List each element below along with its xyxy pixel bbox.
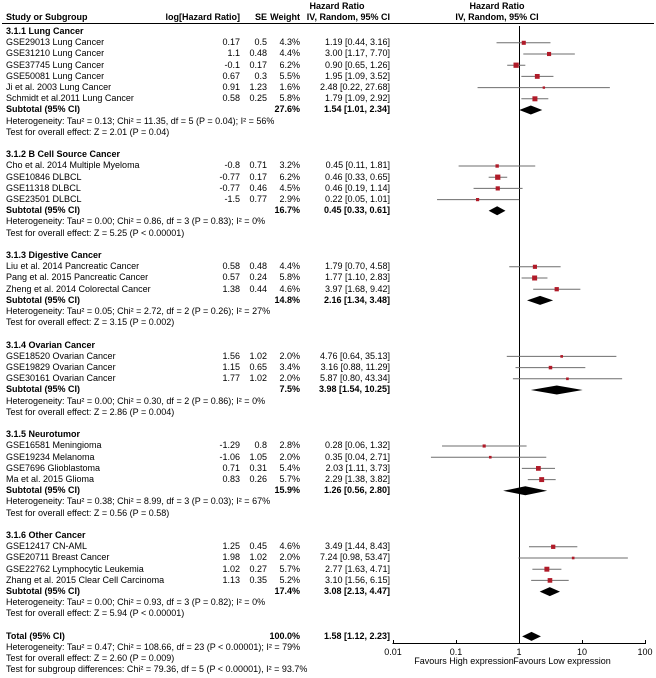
subtotal-label: Subtotal (95% CI) xyxy=(6,294,81,305)
effect-marker xyxy=(513,63,518,68)
weight-value: 27.6% xyxy=(274,104,300,115)
subtotal-label: Subtotal (95% CI) xyxy=(6,205,81,216)
log-hr-value: 1.15 xyxy=(222,362,240,372)
ci-value: 3.49 [1.44, 8.43] xyxy=(324,541,390,552)
study-label: Zhang et al. 2015 Clear Cell Carcinoma xyxy=(6,574,165,585)
se-value: 0.17 xyxy=(249,59,267,70)
weight-value: 4.6% xyxy=(279,541,300,552)
axis-tick-label: 1 xyxy=(516,647,522,657)
subtotal-diamond xyxy=(531,386,583,395)
col-header-ci: IV, Random, 95% CI xyxy=(306,12,390,22)
effect-marker xyxy=(532,96,537,101)
se-value: 0.5 xyxy=(254,37,267,48)
note-label: Test for overall effect: Z = 2.86 (P = 0.004) xyxy=(6,406,175,417)
study-label: GSE30161 Ovarian Cancer xyxy=(6,373,116,384)
study-label: Pang et al. 2015 Pancreatic Cancer xyxy=(6,272,149,283)
se-value: 0.27 xyxy=(249,563,267,574)
weight-value: 100.0% xyxy=(269,630,300,641)
subtotal-diamond xyxy=(540,587,560,596)
favours-right-label: Favours Low expression xyxy=(513,656,611,666)
effect-marker xyxy=(522,41,526,45)
study-label: GSE18520 Ovarian Cancer xyxy=(6,350,116,361)
favours-left-label: Favours High expression xyxy=(414,656,514,666)
effect-marker xyxy=(544,567,549,572)
weight-value: 4.4% xyxy=(279,261,300,272)
ci-value: 1.19 [0.44, 3.16] xyxy=(324,37,390,48)
se-value: 0.65 xyxy=(249,362,267,372)
study-label: GSE12417 CN-AML xyxy=(6,541,88,552)
section-label: 3.1.2 B Cell Source Cancer xyxy=(6,149,121,160)
study-label: Schmidt et al.2011 Lung Cancer xyxy=(6,93,134,104)
ci-value: 5.87 [0.80, 43.34] xyxy=(319,373,390,384)
study-label: Ma et al. 2015 Glioma xyxy=(6,474,95,484)
se-value: 0.26 xyxy=(249,474,267,484)
log-hr-value: 1.98 xyxy=(222,552,240,563)
effect-marker xyxy=(566,377,569,380)
se-value: 1.23 xyxy=(249,82,267,92)
log-hr-value: -0.77 xyxy=(219,171,240,182)
note-label: Heterogeneity: Tau² = 0.00; Chi² = 0.30, df = 2 (P = 0.86); I² = 0% xyxy=(6,395,266,406)
log-hr-value: 1.25 xyxy=(222,541,240,552)
weight-value: 2.0% xyxy=(279,552,300,563)
ci-value: 0.46 [0.19, 1.14] xyxy=(324,182,390,193)
log-hr-value: -0.77 xyxy=(219,182,240,193)
weight-value: 2.0% xyxy=(279,451,300,462)
log-hr-value: -0.8 xyxy=(224,160,240,171)
ci-value: 7.24 [0.98, 53.47] xyxy=(319,552,390,563)
effect-marker xyxy=(547,52,551,56)
ci-value: 0.28 [0.06, 1.32] xyxy=(324,440,390,451)
axis-tick-label: 100 xyxy=(637,647,653,657)
subtotal-label: Subtotal (95% CI) xyxy=(6,586,81,596)
log-hr-value: 0.83 xyxy=(222,474,240,484)
ci-value: 3.10 [1.56, 6.15] xyxy=(324,574,390,585)
weight-value: 5.5% xyxy=(279,70,300,81)
ci-value: 3.16 [0.88, 11.29] xyxy=(320,362,390,372)
effect-marker xyxy=(543,86,545,88)
subtotal-diamond xyxy=(527,296,553,305)
weight-value: 5.8% xyxy=(279,272,300,283)
weight-value: 7.5% xyxy=(279,384,300,395)
study-label: Ji et al. 2003 Lung Cancer xyxy=(6,82,112,92)
note-label: Heterogeneity: Tau² = 0.05; Chi² = 2.72, df = 2 (P = 0.26); I² = 27% xyxy=(6,306,271,316)
weight-value: 2.9% xyxy=(279,194,300,204)
log-hr-value: -1.29 xyxy=(219,440,240,451)
note-label: Heterogeneity: Tau² = 0.47; Chi² = 108.66, df = 23 (P < 0.00001); I² = 79% xyxy=(6,642,301,652)
total-diamond xyxy=(522,632,541,641)
study-label: GSE23501 DLBCL xyxy=(6,194,82,204)
ci-value: 1.26 [0.56, 2.80] xyxy=(323,485,390,496)
ci-value: 0.35 [0.04, 2.71] xyxy=(324,451,390,462)
note-label: Test for overall effect: Z = 0.56 (P = 0.58) xyxy=(6,507,170,518)
effect-marker xyxy=(551,545,555,549)
col-header-ci-plot: IV, Random, 95% CI xyxy=(455,12,539,22)
subtotal-diamond xyxy=(503,486,547,495)
ci-value: 2.03 [1.11, 3.73] xyxy=(325,462,390,473)
study-label: GSE19234 Melanoma xyxy=(6,451,95,462)
note-label: Test for overall effect: Z = 2.60 (P = 0.009) xyxy=(6,653,175,664)
log-hr-value: 1.13 xyxy=(222,574,240,585)
ci-value: 0.46 [0.33, 0.65] xyxy=(324,171,390,182)
effect-marker xyxy=(548,578,553,583)
note-label: Test for subgroup differences: Chi² = 79.36, df = 5 (P < 0.00001), I² = 93.7% xyxy=(6,664,308,675)
se-value: 0.35 xyxy=(249,574,267,585)
effect-marker xyxy=(533,265,537,269)
ci-value: 1.95 [1.09, 3.52] xyxy=(324,70,390,81)
study-label: GSE22762 Lymphocytic Leukemia xyxy=(6,563,144,574)
note-label: Heterogeneity: Tau² = 0.13; Chi² = 11.35, df = 5 (P = 0.04); I² = 56% xyxy=(6,115,275,126)
weight-value: 4.5% xyxy=(279,182,300,193)
col-header-study: Study or Subgroup xyxy=(6,12,88,22)
section-label: 3.1.5 Neurotumor xyxy=(6,429,81,440)
se-value: 0.25 xyxy=(249,93,267,104)
ci-value: 3.98 [1.54, 10.25] xyxy=(318,384,390,395)
section-label: 3.1.3 Digestive Cancer xyxy=(6,250,102,260)
effect-marker xyxy=(560,355,563,358)
weight-value: 17.4% xyxy=(274,586,300,596)
effect-marker xyxy=(496,186,500,190)
ci-value: 0.90 [0.65, 1.26] xyxy=(324,59,390,70)
effect-marker xyxy=(555,287,559,291)
weight-value: 4.4% xyxy=(279,48,300,59)
subtotal-label: Subtotal (95% CI) xyxy=(6,384,81,395)
log-hr-value: 1.38 xyxy=(222,283,240,294)
note-label: Heterogeneity: Tau² = 0.00; Chi² = 0.86, df = 3 (P = 0.83); I² = 0% xyxy=(6,216,266,227)
note-label: Test for overall effect: Z = 2.01 (P = 0.04) xyxy=(6,126,170,137)
se-value: 1.02 xyxy=(249,373,267,384)
effect-marker xyxy=(535,74,540,79)
se-value: 0.45 xyxy=(249,541,267,552)
subtotal-label: Subtotal (95% CI) xyxy=(6,104,81,115)
axis-tick-label: 0.1 xyxy=(449,647,463,657)
weight-value: 5.4% xyxy=(279,462,300,473)
weight-value: 6.2% xyxy=(279,171,300,182)
ci-value: 3.97 [1.68, 9.42] xyxy=(324,283,390,294)
note-label: Heterogeneity: Tau² = 0.38; Chi² = 8.99, df = 3 (P = 0.03); I² = 67% xyxy=(6,496,271,507)
weight-value: 1.6% xyxy=(279,82,300,92)
effect-marker xyxy=(483,444,486,447)
study-label: Cho et al. 2014 Multiple Myeloma xyxy=(6,160,140,171)
log-hr-value: 1.77 xyxy=(222,373,240,384)
se-value: 0.48 xyxy=(249,48,267,59)
subtotal-diamond xyxy=(489,206,506,215)
weight-value: 5.7% xyxy=(279,563,300,574)
se-value: 1.05 xyxy=(249,451,267,462)
weight-value: 4.3% xyxy=(279,37,300,48)
ci-value: 2.29 [1.38, 3.82] xyxy=(324,474,390,484)
axis-tick-label: 0.01 xyxy=(384,647,402,657)
se-value: 0.31 xyxy=(249,462,267,473)
se-value: 0.46 xyxy=(249,182,267,193)
note-label: Test for overall effect: Z = 5.25 (P < 0.00001) xyxy=(6,227,185,238)
study-label: GSE50081 Lung Cancer xyxy=(6,70,105,81)
ci-value: 1.54 [1.01, 2.34] xyxy=(323,104,390,115)
ci-value: 4.76 [0.64, 35.13] xyxy=(319,350,390,361)
se-value: 1.02 xyxy=(249,350,267,361)
ci-value: 3.08 [2.13, 4.47] xyxy=(323,586,390,596)
ci-value: 2.16 [1.34, 3.48] xyxy=(323,294,390,305)
effect-marker xyxy=(489,456,492,459)
col-header-log-hr: log[Hazard Ratio] xyxy=(165,12,240,22)
effect-marker xyxy=(495,175,500,180)
study-label: GSE37745 Lung Cancer xyxy=(6,59,105,70)
study-label: GSE29013 Lung Cancer xyxy=(6,37,105,48)
se-value: 0.48 xyxy=(249,261,267,272)
log-hr-value: 1.56 xyxy=(222,350,240,361)
note-label: Test for overall effect: Z = 3.15 (P = 0.002) xyxy=(6,317,175,328)
se-value: 0.24 xyxy=(249,272,267,283)
study-label: Zheng et al. 2014 Colorectal Cancer xyxy=(6,283,151,294)
log-hr-value: 0.58 xyxy=(222,261,240,272)
ci-value: 2.77 [1.63, 4.71] xyxy=(324,563,390,574)
weight-value: 14.8% xyxy=(274,294,300,305)
effect-marker xyxy=(536,466,541,471)
subtotal-label: Subtotal (95% CI) xyxy=(6,485,81,496)
left-hazard-ratio-header: Hazard Ratio xyxy=(309,1,365,11)
study-label: GSE7696 Glioblastoma xyxy=(6,462,101,473)
section-label: 3.1.1 Lung Cancer xyxy=(6,26,84,36)
weight-value: 3.2% xyxy=(279,160,300,171)
effect-marker xyxy=(572,557,575,560)
study-label: GSE19829 Ovarian Cancer xyxy=(6,362,116,372)
ci-value: 1.77 [1.10, 2.83] xyxy=(324,272,390,283)
se-value: 0.77 xyxy=(249,194,267,204)
se-value: 0.17 xyxy=(249,171,267,182)
axis-tick-label: 10 xyxy=(576,647,588,657)
study-label: Liu et al. 2014 Pancreatic Cancer xyxy=(6,261,140,272)
weight-value: 5.7% xyxy=(279,474,300,484)
log-hr-value: 0.58 xyxy=(222,93,240,104)
col-header-weight: Weight xyxy=(270,12,300,22)
weight-value: 5.8% xyxy=(279,93,300,104)
ci-value: 0.45 [0.33, 0.61] xyxy=(323,205,390,216)
weight-value: 16.7% xyxy=(274,205,300,216)
log-hr-value: 0.71 xyxy=(222,462,240,473)
subtotal-diamond xyxy=(519,106,542,115)
col-header-se: SE xyxy=(254,12,267,22)
se-value: 0.71 xyxy=(249,160,267,171)
log-hr-value: 0.91 xyxy=(222,82,240,92)
study-label: GSE16581 Meningioma xyxy=(6,440,102,451)
effect-marker xyxy=(495,164,498,167)
weight-value: 2.0% xyxy=(279,373,300,384)
note-label: Heterogeneity: Tau² = 0.00; Chi² = 0.93, df = 3 (P = 0.82); I² = 0% xyxy=(6,597,266,608)
log-hr-value: 1.02 xyxy=(222,563,240,574)
ci-value: 2.48 [0.22, 27.68] xyxy=(319,82,390,92)
effect-marker xyxy=(539,477,544,482)
ci-value: 1.58 [1.12, 2.23] xyxy=(323,630,390,641)
study-label: GSE10846 DLBCL xyxy=(6,171,82,182)
weight-value: 4.6% xyxy=(279,283,300,294)
se-value: 1.02 xyxy=(249,552,267,563)
log-hr-value: -1.06 xyxy=(219,451,240,462)
weight-value: 15.9% xyxy=(274,485,300,496)
effect-marker xyxy=(549,366,553,370)
weight-value: 2.8% xyxy=(279,440,300,451)
section-label: 3.1.4 Ovarian Cancer xyxy=(6,339,96,350)
ci-value: 1.79 [1.09, 2.92] xyxy=(324,93,390,104)
effect-marker xyxy=(476,198,479,201)
note-label: Test for overall effect: Z = 5.94 (P < 0.00001) xyxy=(6,608,185,619)
study-label: GSE31210 Lung Cancer xyxy=(6,48,105,59)
log-hr-value: -0.1 xyxy=(224,59,240,70)
se-value: 0.3 xyxy=(254,70,267,81)
weight-value: 3.4% xyxy=(279,362,300,372)
weight-value: 2.0% xyxy=(279,350,300,361)
log-hr-value: 0.57 xyxy=(222,272,240,283)
weight-value: 5.2% xyxy=(279,574,300,585)
log-hr-value: 0.67 xyxy=(222,70,240,81)
ci-value: 3.00 [1.17, 7.70] xyxy=(324,48,390,59)
log-hr-value: -1.5 xyxy=(224,194,240,204)
study-label: GSE20711 Breast Cancer xyxy=(6,552,110,563)
effect-marker xyxy=(532,276,537,281)
ci-value: 0.22 [0.05, 1.01] xyxy=(324,194,390,204)
study-label: GSE11318 DLBCL xyxy=(6,182,81,193)
se-value: 0.8 xyxy=(254,440,267,451)
total-label: Total (95% CI) xyxy=(6,630,65,641)
right-hazard-ratio-header: Hazard Ratio xyxy=(469,1,525,11)
ci-value: 1.79 [0.70, 4.58] xyxy=(324,261,390,272)
log-hr-value: 1.1 xyxy=(227,48,240,59)
log-hr-value: 0.17 xyxy=(222,37,240,48)
weight-value: 6.2% xyxy=(279,59,300,70)
ci-value: 0.45 [0.11, 1.81] xyxy=(325,160,390,171)
section-label: 3.1.6 Other Cancer xyxy=(6,530,86,540)
se-value: 0.44 xyxy=(249,283,267,294)
